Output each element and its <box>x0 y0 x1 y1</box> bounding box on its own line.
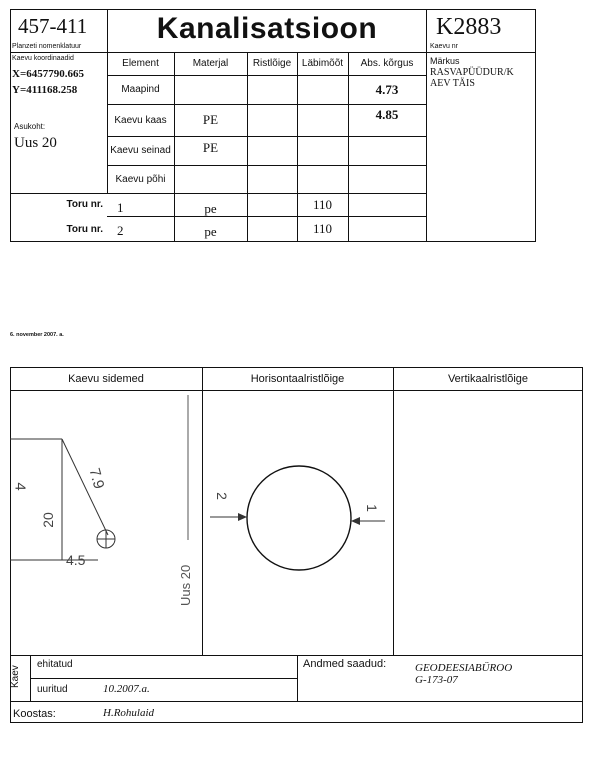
coord-x: X=6457790.665 <box>12 68 84 80</box>
table-cell-element: Kaevu seinad <box>110 145 171 156</box>
col-header-material: Materjal <box>192 58 229 69</box>
sketch-dim-diag: 7.9 <box>85 466 108 491</box>
data-from-line2: G-173-07 <box>415 674 458 686</box>
pipe-material: pe <box>204 223 217 239</box>
pipe-label: Toru nr. <box>66 223 103 235</box>
pipe-number: 1 <box>117 200 124 215</box>
surveyed-value: 10.2007.a. <box>103 683 150 695</box>
table-col-line <box>247 52 248 242</box>
horizontal-section-sketch <box>202 390 393 655</box>
document-date: 6. november 2007. a. <box>10 332 64 338</box>
page-title: Kanalisatsioon <box>156 12 378 45</box>
coord-y: Y=411168.258 <box>12 84 78 96</box>
table-cell-element: Kaevu kaas <box>114 114 167 126</box>
table-cell-element: Kaevu põhi <box>115 173 166 185</box>
sketch-dim-mid: 20 <box>39 512 56 528</box>
coords-label: Kaevu koordinaadid <box>12 55 74 62</box>
section-vertical: Vertikaalristlõige <box>447 372 529 385</box>
surveyed-label: uuritud <box>37 684 68 695</box>
well-number-value: K2883 <box>436 14 502 40</box>
location-label: Asukoht: <box>14 122 46 131</box>
footer-side-label: Kaev <box>10 665 21 688</box>
data-from-label: Andmed saadud: <box>303 658 387 670</box>
divider <box>426 52 536 53</box>
divider <box>10 701 583 702</box>
pipe-material: pe <box>204 200 217 216</box>
nomenclature-value: 457-411 <box>18 14 88 38</box>
pipe-label: Toru nr. <box>66 199 103 210</box>
remarks-text-line2: AEV TÄIS <box>430 78 475 89</box>
table-row-line <box>107 216 426 217</box>
sketch-dim-left: 4 <box>11 482 29 491</box>
divider <box>10 52 107 53</box>
author-label: Koostas: <box>13 708 56 720</box>
section-horizontal: Horisontaalristlõige <box>250 372 345 385</box>
divider <box>393 367 394 655</box>
pipe-number: 2 <box>117 223 124 238</box>
sketch-vertical-note: Uus 20 <box>178 564 193 606</box>
table-cell-element: Maapind <box>121 84 160 95</box>
col-header-cross-section: Ristlõige <box>252 58 292 69</box>
table-cell-height: 4.73 <box>375 81 399 97</box>
table-cell-height: 4.85 <box>375 107 399 122</box>
pipe-right-label: 1 <box>363 504 380 512</box>
table-cell-material: PE <box>202 112 219 127</box>
remarks-text-line1: RASVAPÜÜDUR/K <box>430 67 514 78</box>
well-number-label: Kaevu nr <box>430 43 459 50</box>
section-connections: Kaevu sidemed <box>68 372 144 385</box>
divider <box>30 678 297 679</box>
table-cell-material: PE <box>202 140 219 155</box>
sketch-dim-bottom: 4.5 <box>66 552 86 568</box>
nomenclature-label: Planzeti nomenklatuur <box>12 43 82 50</box>
pipe-left-label: 2 <box>213 492 230 500</box>
pipe-diameter: 110 <box>312 221 333 236</box>
author-value: H.Rohulaid <box>103 707 155 719</box>
table-cell-material <box>174 75 247 104</box>
col-header-element: Element <box>122 58 159 69</box>
pipe-diameter: 110 <box>312 196 333 212</box>
built-label: ehitatud <box>37 659 73 670</box>
remarks-label: Märkus <box>430 56 460 66</box>
col-header-abs-height: Abs. kõrgus <box>360 58 414 69</box>
data-from-line1: GEODEESIABÜROO <box>415 662 513 674</box>
col-header-diameter: Läbimõõt <box>301 58 344 69</box>
location-value: Uus 20 <box>14 135 57 151</box>
divider <box>426 9 427 242</box>
divider <box>297 655 298 701</box>
